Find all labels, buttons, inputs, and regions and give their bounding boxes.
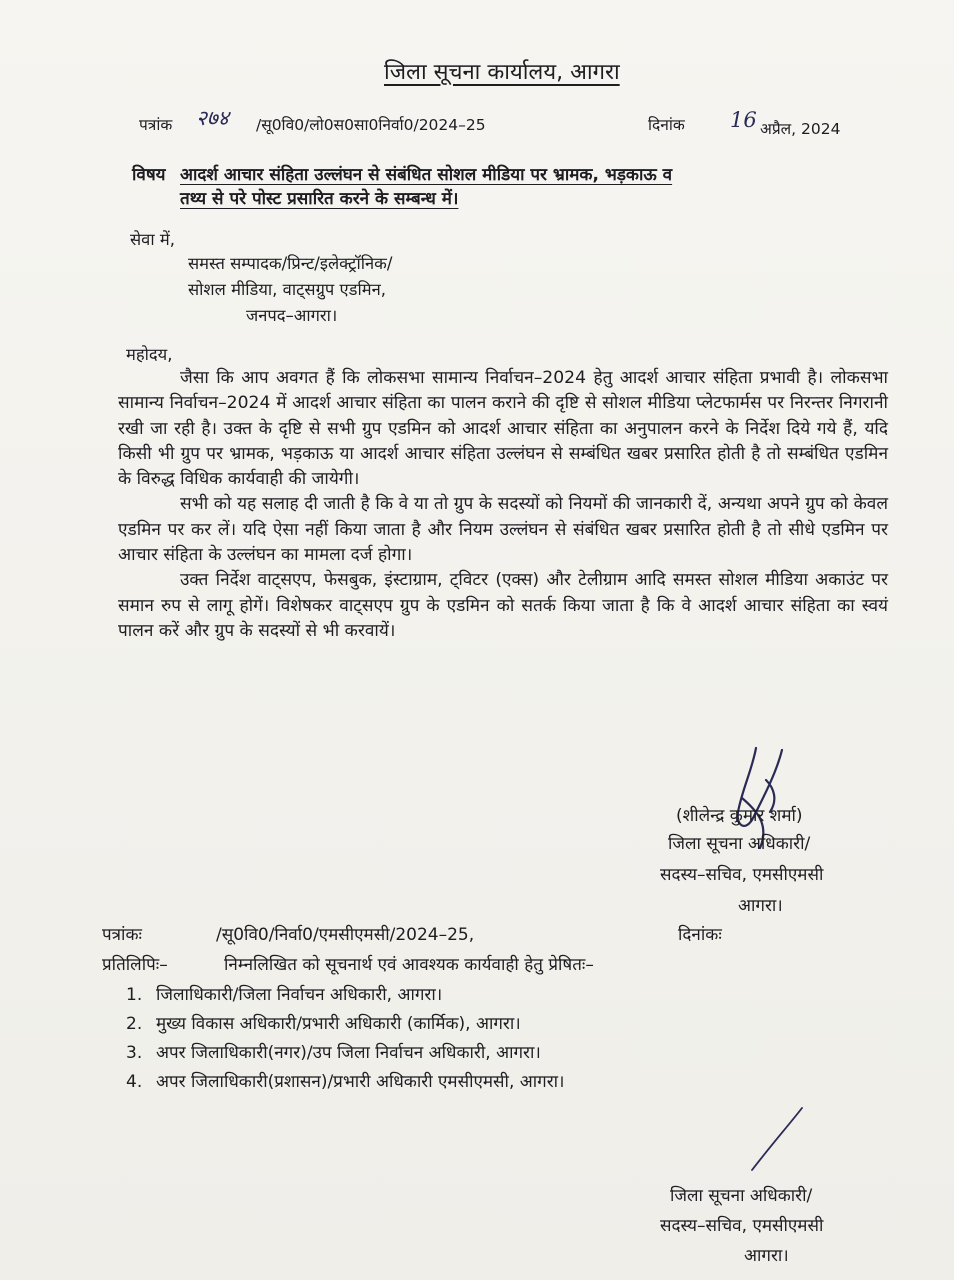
greeting: महोदय,: [126, 345, 173, 364]
body-paragraph: उक्त निर्देश वाट्सएप, फेसबुक, इंस्टाग्राम, ट्विटर (एक्स) और टेलीग्राम आदि समस्त सोशल मीडिया अकाउंट पर समान रुप से लागू होगें। विशेषकर वाट्सएप ग्रुप के एडमिन को सतर्क किया जाता है कि वे आदर्श आचार संहिता का स्वयं पालन करें और ग्रुप के सदस्यों से भी करवायें।: [118, 570, 888, 641]
copy-cc-label: प्रतिलिपिः–: [102, 955, 168, 975]
body-paragraph: सभी को यह सलाह दी जाती है कि वे या तो ग्रुप के सदस्यों को नियमों की जानकारी दें, अन्यथा अपने ग्रुप को केवल एडमिन पर कर लें। यदि ऐसा नहीं किया जाता है और नियम उल्लंघन से संबंधित खबर प्रसारित होती है तो सीधे एडमिन पर आचार संहिता के उल्लंघन का मामला दर्ज होगा।: [118, 494, 888, 566]
list-item: 2. मुख्य विकास अधिकारी/प्रभारी अधिकारी (कार्मिक), आगरा।: [126, 1014, 521, 1034]
ref-label: पत्रांक: [139, 116, 173, 134]
subject-line-1: आदर्श आचार संहिता उल्लंघन से संबंधित सोशल मीडिया पर भ्रामक, भड़काऊ व: [180, 165, 673, 185]
date-label: दिनांक: [648, 116, 685, 134]
signatory-designation-2: सदस्य–सचिव, एमसीएमसी: [660, 865, 824, 885]
copy-date-label: दिनांकः: [678, 925, 722, 945]
copy-cc-intro: निम्नलिखित को सूचनार्थ एवं आवश्यक कार्यवाही हेतु प्रेषितः–: [224, 955, 594, 975]
signatory2-place: आगरा।: [744, 1246, 789, 1266]
to-label: सेवा में,: [130, 230, 175, 249]
recipient-list: [126, 982, 565, 1098]
ref-code: /सू0वि0/लो0स0सा0निर्वा0/2024–25: [256, 116, 486, 134]
signatory-designation-1: जिला सूचना अधिकारी/: [668, 834, 811, 854]
list-item: 1. जिलाधिकारी/जिला निर्वाचन अधिकारी, आगरा।: [126, 985, 443, 1005]
list-item: 4. अपर जिलाधिकारी(प्रशासन)/प्रभारी अधिकारी एमसीएमसी, आगरा।: [126, 1072, 565, 1092]
addressee-line-2: सोशल मीडिया, वाट्सग्रुप एडमिन,: [188, 280, 386, 299]
ref-number-handwritten: २७४: [196, 106, 229, 130]
addressee-line-3: जनपद–आगरा।: [246, 306, 338, 325]
office-title: जिला सूचना कार्यालय, आगरा: [384, 60, 620, 85]
date-day-handwritten: 16: [730, 108, 757, 132]
letter-body: [118, 366, 888, 644]
list-item: 3. अपर जिलाधिकारी(नगर)/उप जिला निर्वाचन अधिकारी, आगरा।: [126, 1043, 541, 1063]
copy-ref-label: पत्रांकः: [102, 925, 142, 945]
date-rest: अप्रैल, 2024: [760, 120, 841, 138]
signatory-place: आगरा।: [738, 896, 783, 916]
signatory2-designation-2: सदस्य–सचिव, एमसीएमसी: [660, 1216, 824, 1236]
copy-ref-code: /सू0वि0/निर्वा0/एमसीएमसी/2024–25,: [216, 925, 475, 945]
addressee-line-1: समस्त सम्पादक/प्रिन्ट/इलेक्ट्रॉनिक/: [188, 254, 393, 273]
handwritten-signature-2: [742, 1104, 812, 1176]
signatory2-designation-1: जिला सूचना अधिकारी/: [670, 1186, 813, 1206]
signatory-name: (शीलेन्द्र कुमार शर्मा): [676, 806, 803, 826]
body-paragraph: जैसा कि आप अवगत हैं कि लोकसभा सामान्य निर्वाचन–2024 हेतु आदर्श आचार संहिता प्रभावी है। लोकसभा सामान्य निर्वाचन–2024 में आदर्श आचार संहिता का पालन कराने की दृष्टि से सोशल मीडिया प्लेटफार्मस पर निरन्तर निगरानी रखी जा रही है। उक्त के दृष्टि से सभी ग्रुप एडमिन को आदर्श आचार संहिता का अनुपालन करने के निर्देश दिये गये हैं, यदि किसी भी ग्रुप पर भ्रामक, भड़काऊ या आदर्श आचार संहिता उल्लंघन से सम्बंधित खबर प्रसारित होती है तो सम्बंधित एडमिन के विरुद्ध विधिक कार्यवाही की जायेगी।: [118, 368, 888, 490]
subject-line-2: तथ्य से परे पोस्ट प्रसारित करने के सम्बन्ध में।: [180, 189, 459, 209]
subject-label: विषय: [132, 165, 166, 185]
